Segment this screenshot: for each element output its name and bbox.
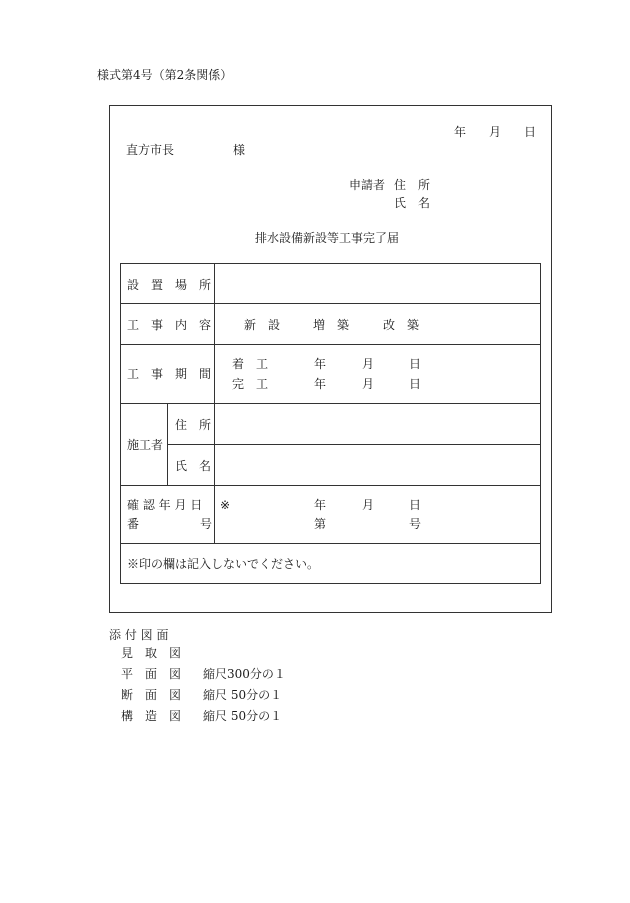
end-month-label: 月 (362, 377, 375, 391)
start-day-label: 日 (409, 357, 422, 371)
number-label-left: 番 (127, 517, 140, 531)
attachments-heading: 添 付 図 面 (109, 628, 169, 642)
contractor-name-label: 氏 名 (175, 459, 212, 473)
table-divider (120, 303, 541, 304)
attachment-name: 見 取 図 (121, 646, 182, 660)
start-year-label: 年 (314, 357, 327, 371)
table-divider (120, 543, 541, 544)
date-year-label: 年 (454, 125, 467, 139)
table-column-divider (214, 263, 215, 543)
confirm-date-label: 確 認 年 月 日 (127, 498, 203, 512)
start-month-label: 月 (362, 357, 375, 371)
contractor-address-label: 住 所 (175, 418, 212, 432)
table-divider (120, 344, 541, 345)
work-type-extension[interactable]: 増 築 (313, 318, 350, 332)
table-divider (120, 485, 541, 486)
table-column-divider (167, 403, 168, 485)
work-type-label: 工 事 内 容 (127, 318, 212, 332)
date-day-label: 日 (524, 125, 537, 139)
applicant-name-label: 氏 名 (394, 196, 431, 210)
start-label: 着 工 (232, 357, 269, 371)
form-number: 様式第4号（第2条関係） (97, 68, 233, 82)
confirm-year-label: 年 (314, 498, 327, 512)
location-label: 設 置 場 所 (127, 278, 212, 292)
contractor-name-field[interactable] (218, 449, 536, 479)
end-day-label: 日 (409, 377, 422, 391)
attachment-name: 平 面 図 (121, 667, 182, 681)
number-label-right: 号 (200, 517, 213, 531)
form-title: 排水設備新設等工事完了届 (255, 231, 400, 245)
confirm-day-label: 日 (409, 498, 422, 512)
attachment-name: 断 面 図 (121, 688, 182, 702)
work-type-renovation[interactable]: 改 築 (383, 318, 420, 332)
table-divider (120, 403, 541, 404)
date-month-label: 月 (489, 125, 502, 139)
addressee-honorific: 様 (233, 143, 246, 157)
attachment-scale: 縮尺300分の１ (203, 667, 286, 681)
end-year-label: 年 (314, 377, 327, 391)
confirm-month-label: 月 (362, 498, 375, 512)
official-mark: ※ (220, 498, 231, 512)
period-label: 工 事 期 間 (127, 367, 212, 381)
work-type-new[interactable]: 新 設 (244, 318, 281, 332)
attachment-name: 構 造 図 (121, 709, 182, 723)
note-text: ※印の欄は記入しないでください。 (127, 557, 320, 571)
contractor-address-field[interactable] (218, 408, 536, 438)
number-prefix: 第 (314, 517, 327, 531)
applicant-address-label: 住 所 (394, 178, 431, 192)
table-divider (167, 444, 541, 445)
location-value-field[interactable] (218, 268, 536, 298)
number-suffix: 号 (409, 517, 422, 531)
attachment-scale: 縮尺 50分の１ (203, 709, 283, 723)
applicant-label: 申請者 (349, 178, 386, 192)
contractor-label: 施工者 (127, 438, 164, 452)
attachment-scale: 縮尺 50分の１ (203, 688, 283, 702)
end-label: 完 工 (232, 377, 269, 391)
addressee-name: 直方市長 (126, 143, 175, 157)
